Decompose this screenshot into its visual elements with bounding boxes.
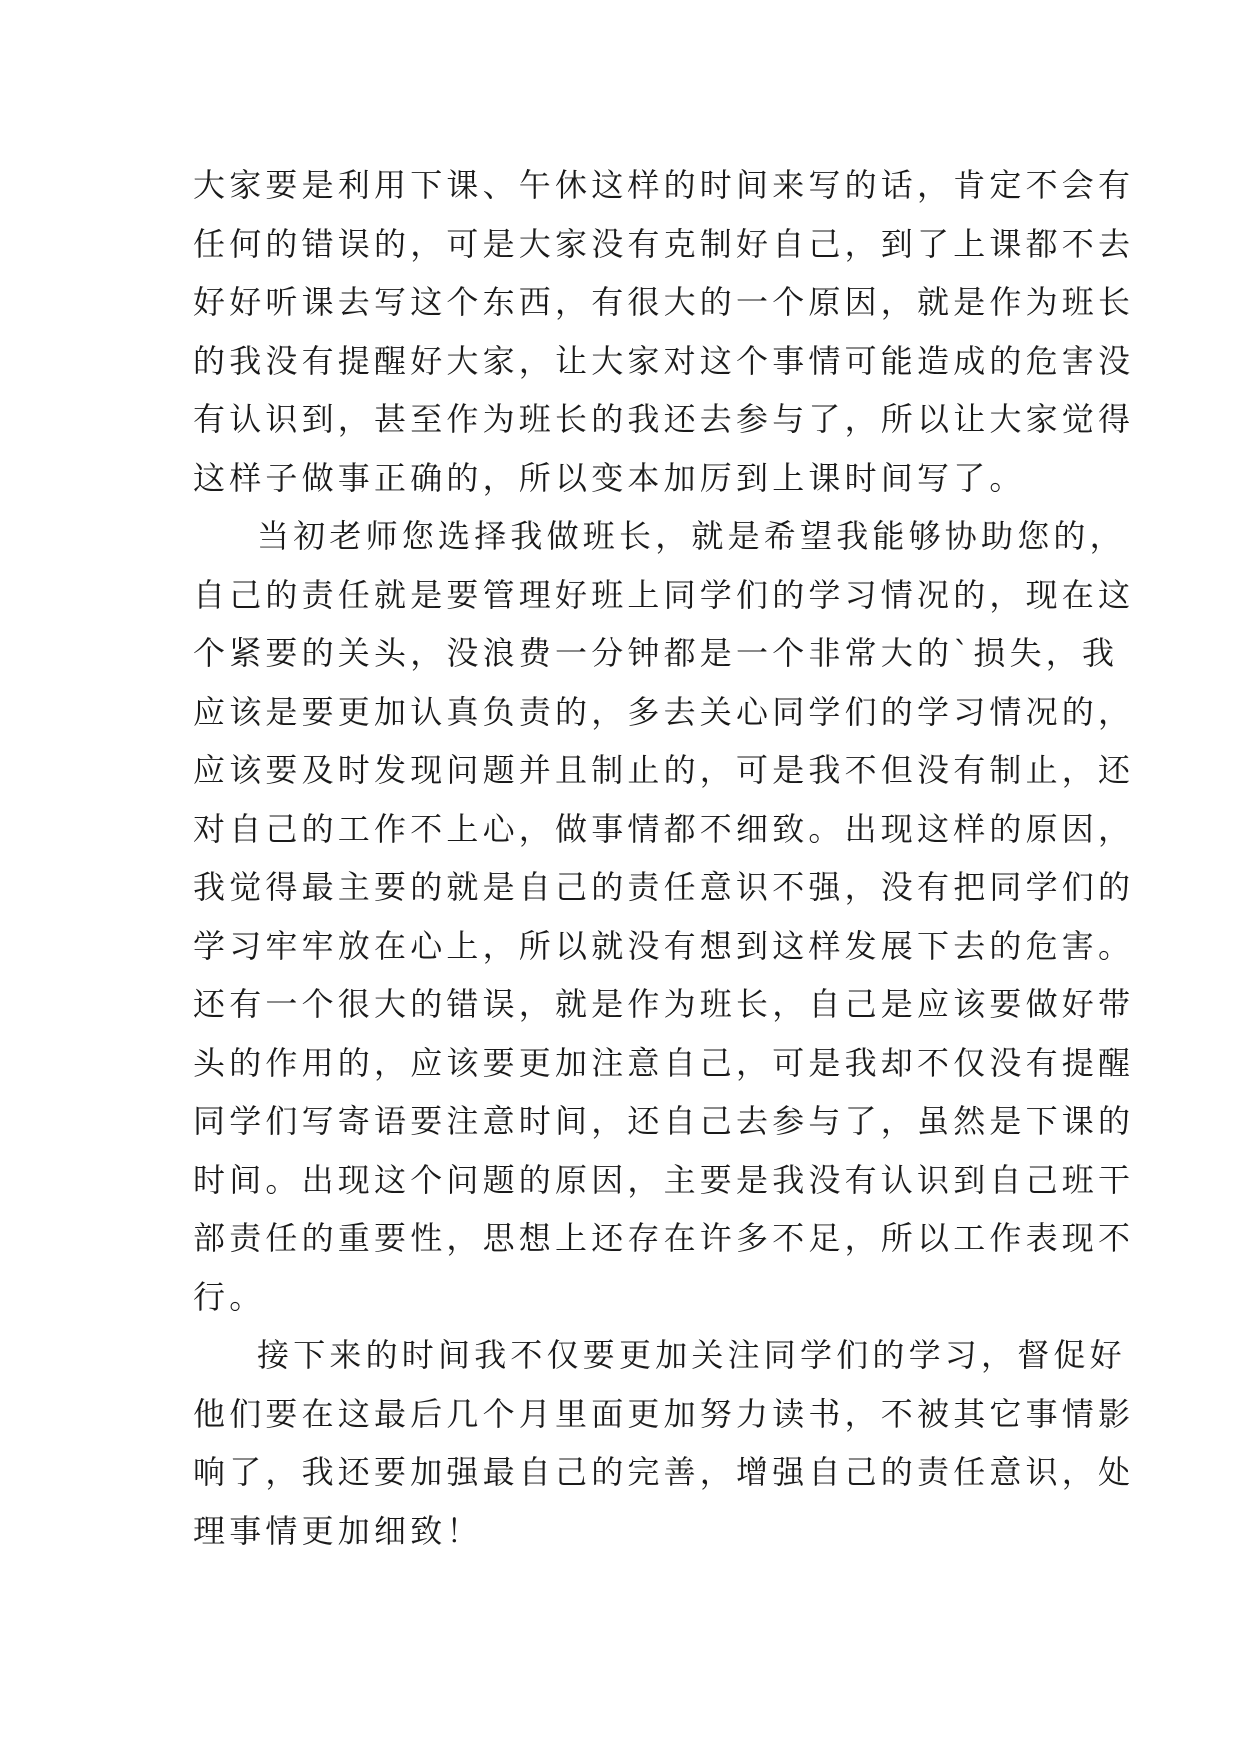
text-line: 响了，我还要加强最自己的完善，增强自己的责任意识，处 xyxy=(193,1453,1135,1491)
text-line: 当初老师您选择我做班长，就是希望我能够协助您的， xyxy=(257,517,1126,555)
text-line: 行。 xyxy=(193,1277,266,1316)
text-line: 大家要是利用下课、午休这样的时间来写的话，肯定不会有 xyxy=(193,166,1135,204)
text-line: 应该是要更加认真负责的，多去关心同学们的学习情况的， xyxy=(193,692,1135,731)
text-line: 同学们写寄语要注意时间，还自己去参与了，虽然是下课的 xyxy=(193,1102,1135,1140)
text-line: 对自己的工作不上心，做事情都不细致。出现这样的原因， xyxy=(193,809,1135,848)
text-line: 接下来的时间我不仅要更加关注同学们的学习，督促好 xyxy=(257,1336,1126,1374)
text-line: 有认识到，甚至作为班长的我还去参与了，所以让大家觉得 xyxy=(193,400,1135,438)
text-line: 任何的错误的，可是大家没有克制好自己，到了上课都不去 xyxy=(193,224,1135,263)
text-line: 部责任的重要性，思想上还存在许多不足，所以工作表现不 xyxy=(193,1219,1135,1257)
text-line: 的我没有提醒好大家，让大家对这个事情可能造成的危害没 xyxy=(193,341,1135,380)
text-line: 时间。出现这个问题的原因，主要是我没有认识到自己班干 xyxy=(193,1160,1135,1199)
text-line: 还有一个很大的错误，就是作为班长，自己是应该要做好带 xyxy=(193,985,1135,1023)
document-body xyxy=(193,156,1135,1560)
text-line: 学习牢牢放在心上，所以就没有想到这样发展下去的危害。 xyxy=(193,926,1135,965)
text-line: 好好听课去写这个东西，有很大的一个原因，就是作为班长 xyxy=(193,283,1135,321)
text-line: 头的作用的，应该要更加注意自己，可是我却不仅没有提醒 xyxy=(193,1043,1135,1082)
text-line: 他们要在这最后几个月里面更加努力读书，不被其它事情影 xyxy=(193,1394,1135,1433)
text-line: 个紧要的关头，没浪费一分钟都是一个非常大的`损失，我 xyxy=(193,634,1119,672)
text-line: 自己的责任就是要管理好班上同学们的学习情况的，现在这 xyxy=(193,575,1135,614)
text-line: 我觉得最主要的就是自己的责任意识不强，没有把同学们的 xyxy=(193,868,1135,906)
text-line: 理事情更加细致！ xyxy=(193,1511,483,1550)
text-line: 这样子做事正确的，所以变本加厉到上课时间写了。 xyxy=(193,458,1026,497)
text-line: 应该要及时发现问题并且制止的，可是我不但没有制止，还 xyxy=(193,751,1135,789)
